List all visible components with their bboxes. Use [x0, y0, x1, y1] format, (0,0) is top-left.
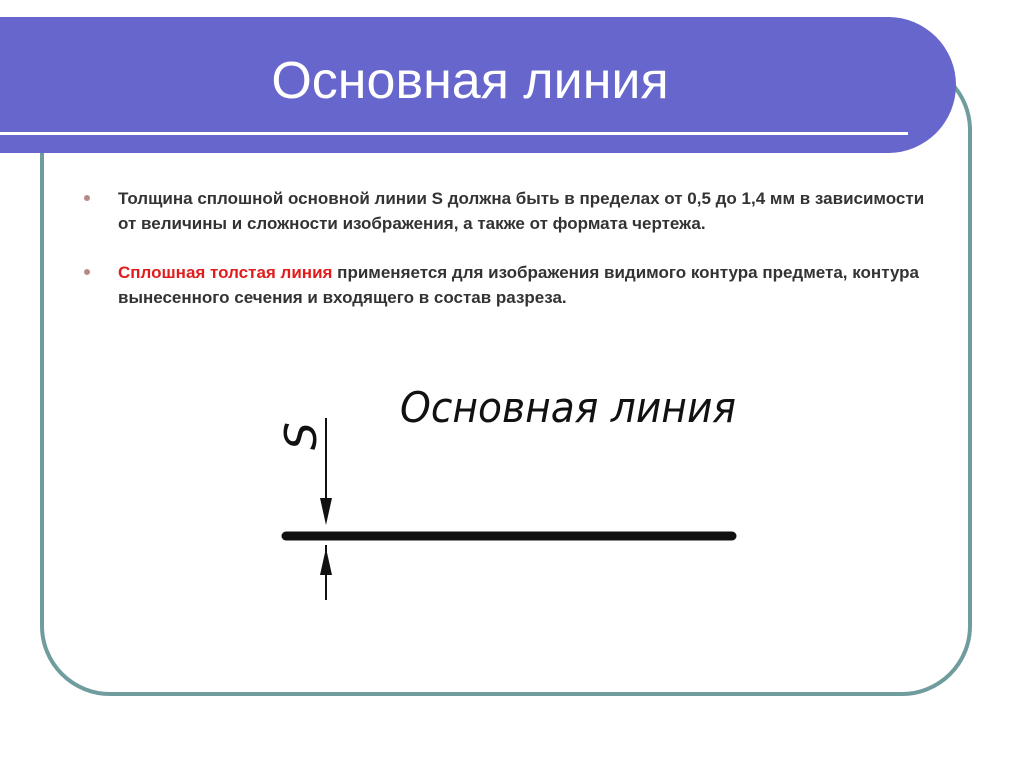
- slide-title: Основная линия: [271, 52, 669, 110]
- line-drawing: [260, 370, 760, 610]
- bullet-dot-icon: [84, 269, 90, 275]
- bullet-highlight: Сплошная толстая линия: [118, 263, 333, 282]
- figure-caption: Основная линия: [400, 383, 736, 432]
- arrow-down-icon: [320, 498, 332, 525]
- bullet-item: [76, 186, 936, 236]
- title-underline: [0, 132, 908, 135]
- bullet-dot-icon: [84, 195, 90, 201]
- bullet-list: [76, 186, 936, 334]
- dimension-label: S: [276, 422, 327, 450]
- bullet-text: Толщина сплошной основной линии S должна быть в пределах от 0,5 до 1,4 мм в зависимости от величины и сложности изображения, а также от формата чертежа.: [118, 189, 925, 233]
- bullet-item: [76, 260, 936, 310]
- bullet-text: применяется для изображения видимого контура предмета, контура вынесенного сечения и входящего в состав разреза.: [118, 263, 920, 307]
- arrow-up-icon: [320, 548, 332, 575]
